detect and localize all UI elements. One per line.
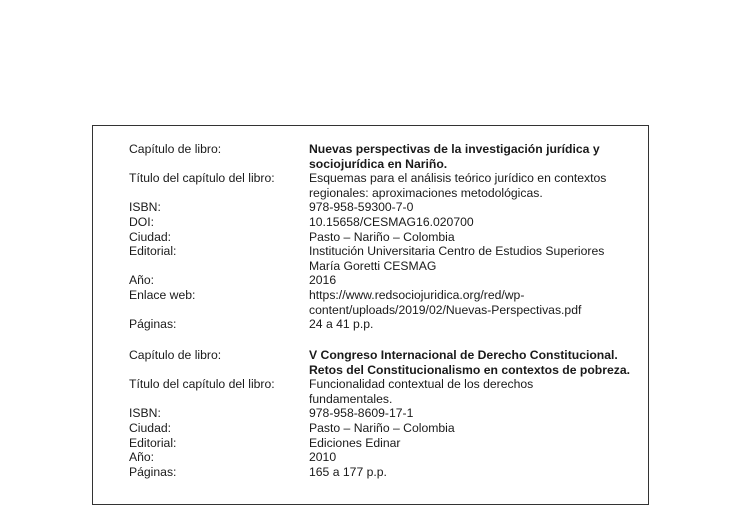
field-value (309, 244, 639, 273)
field-value (309, 450, 639, 465)
field-row (129, 171, 639, 200)
book-chapter-entry (129, 142, 639, 332)
field-value-line: Funcionalidad contextual de los derechos (309, 377, 534, 392)
field-value-line: 2016 (309, 273, 337, 288)
field-value-line: Nuevas perspectivas de la investigación jurídica y (309, 142, 600, 156)
field-value (309, 215, 639, 230)
field-value-line: 165 a 177 p.p. (309, 464, 387, 479)
field-value-line: Ediciones Edinar (309, 435, 401, 450)
field-value (309, 142, 639, 171)
field-value (309, 273, 639, 288)
field-row (129, 436, 639, 451)
field-value (309, 230, 639, 245)
field-label: Título del capítulo del libro: (129, 377, 275, 392)
field-value (309, 171, 639, 200)
field-row (129, 230, 639, 245)
field-label: Capítulo de libro: (129, 348, 222, 362)
field-label: Páginas: (129, 317, 177, 332)
field-value-line: Pasto – Nariño – Colombia (309, 420, 455, 435)
field-label: ISBN: (129, 200, 161, 215)
field-row (129, 288, 639, 317)
field-value-line: Pasto – Nariño – Colombia (309, 229, 455, 244)
field-row (129, 273, 639, 288)
field-value-line: V Congreso Internacional de Derecho Constitucional. (309, 348, 618, 362)
book-chapter-entry (129, 348, 639, 479)
field-row (129, 244, 639, 273)
field-label: Ciudad: (129, 229, 172, 244)
field-value (309, 317, 639, 332)
field-value-line: 978-958-8609-17-1 (309, 406, 414, 421)
field-value-line: sociojurídica en Nariño. (309, 156, 448, 171)
field-value-line: Retos del Constitucionalismo en contextos de pobreza. (309, 362, 630, 377)
field-value (309, 436, 639, 451)
field-value (309, 348, 639, 377)
field-value-line: fundamentales. (309, 391, 393, 406)
field-label: Enlace web: (129, 287, 196, 302)
field-value-line: regionales: aproximaciones metodológicas. (309, 185, 543, 200)
field-row (129, 421, 639, 436)
field-row (129, 465, 639, 480)
field-value-line: Esquemas para el análisis teórico jurídico en contextos (309, 171, 607, 186)
field-label: Capítulo de libro: (129, 142, 222, 156)
field-row (129, 142, 639, 171)
field-value-line: 2010 (309, 450, 337, 465)
field-row (129, 348, 639, 377)
field-row (129, 450, 639, 465)
field-value-line: 10.15658/CESMAG16.020700 (309, 214, 474, 229)
field-label: Ciudad: (129, 420, 172, 435)
field-value (309, 421, 639, 436)
field-value-line: Institución Universitaria Centro de Estudios Superiores (309, 244, 605, 259)
field-row (129, 377, 639, 406)
field-value (309, 288, 639, 317)
field-value (309, 377, 639, 406)
field-value-line: content/uploads/2019/02/Nuevas-Perspectivas.pdf (309, 302, 582, 317)
field-label: Título del capítulo del libro: (129, 171, 275, 186)
field-row (129, 317, 639, 332)
field-value-line: https://www.redsociojuridica.org/red/wp- (309, 287, 525, 302)
field-label: Editorial: (129, 244, 177, 259)
field-label: DOI: (129, 214, 155, 229)
field-value (309, 465, 639, 480)
field-label: ISBN: (129, 406, 161, 421)
document-frame (92, 125, 649, 505)
field-value-line: 24 a 41 p.p. (309, 317, 374, 332)
field-value (309, 200, 639, 215)
field-label: Año: (129, 450, 155, 465)
field-label: Editorial: (129, 435, 177, 450)
field-row (129, 406, 639, 421)
field-label: Año: (129, 273, 155, 288)
field-row (129, 200, 639, 215)
field-value-line: 978-958-59300-7-0 (309, 200, 414, 215)
field-value-line: María Goretti CESMAG (309, 258, 437, 273)
field-row (129, 215, 639, 230)
field-value (309, 406, 639, 421)
field-label: Páginas: (129, 464, 177, 479)
